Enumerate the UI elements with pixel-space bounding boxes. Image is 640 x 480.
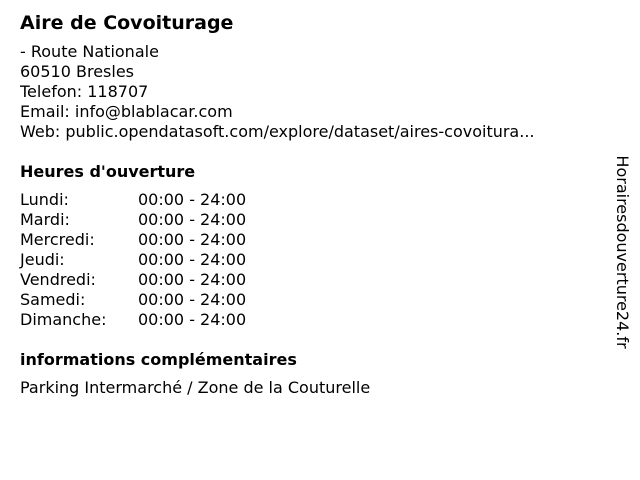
street-address: - Route Nationale xyxy=(20,42,159,61)
day-label: Jeudi: xyxy=(20,250,65,269)
time-range: 00:00 - 24:00 xyxy=(138,290,247,309)
hours-row-friday xyxy=(20,270,600,290)
site-watermark: Horairesdouverture24.fr xyxy=(613,155,632,349)
day-label: Vendredi: xyxy=(20,270,96,289)
day-label: Mercredi: xyxy=(20,230,95,249)
time-range: 00:00 - 24:00 xyxy=(138,270,247,289)
day-label: Dimanche: xyxy=(20,310,107,329)
opening-hours-table xyxy=(20,190,600,330)
day-label: Mardi: xyxy=(20,210,70,229)
hours-row-monday xyxy=(20,190,600,210)
website-link[interactable]: Web: public.opendatasoft.com/explore/dataset/aires-covoitura... xyxy=(20,122,535,141)
hours-row-sunday xyxy=(20,310,600,330)
time-range: 00:00 - 24:00 xyxy=(138,310,247,329)
hours-row-thursday xyxy=(20,250,600,270)
time-range: 00:00 - 24:00 xyxy=(138,230,247,249)
hours-row-tuesday xyxy=(20,210,600,230)
place-details xyxy=(20,10,600,398)
time-range: 00:00 - 24:00 xyxy=(138,190,247,209)
hours-row-wednesday xyxy=(20,230,600,250)
place-title: Aire de Covoiturage xyxy=(20,12,234,34)
additional-info-heading: informations complémentaires xyxy=(20,350,297,369)
time-range: 00:00 - 24:00 xyxy=(138,250,247,269)
city-address: 60510 Bresles xyxy=(20,62,134,81)
time-range: 00:00 - 24:00 xyxy=(138,210,247,229)
day-label: Samedi: xyxy=(20,290,86,309)
phone-number[interactable]: Telefon: 118707 xyxy=(20,82,149,101)
hours-row-saturday xyxy=(20,290,600,310)
email-address[interactable]: Email: info@blablacar.com xyxy=(20,102,233,121)
day-label: Lundi: xyxy=(20,190,69,209)
opening-hours-heading: Heures d'ouverture xyxy=(20,162,196,181)
additional-info-text: Parking Intermarché / Zone de la Couturelle xyxy=(20,378,371,397)
